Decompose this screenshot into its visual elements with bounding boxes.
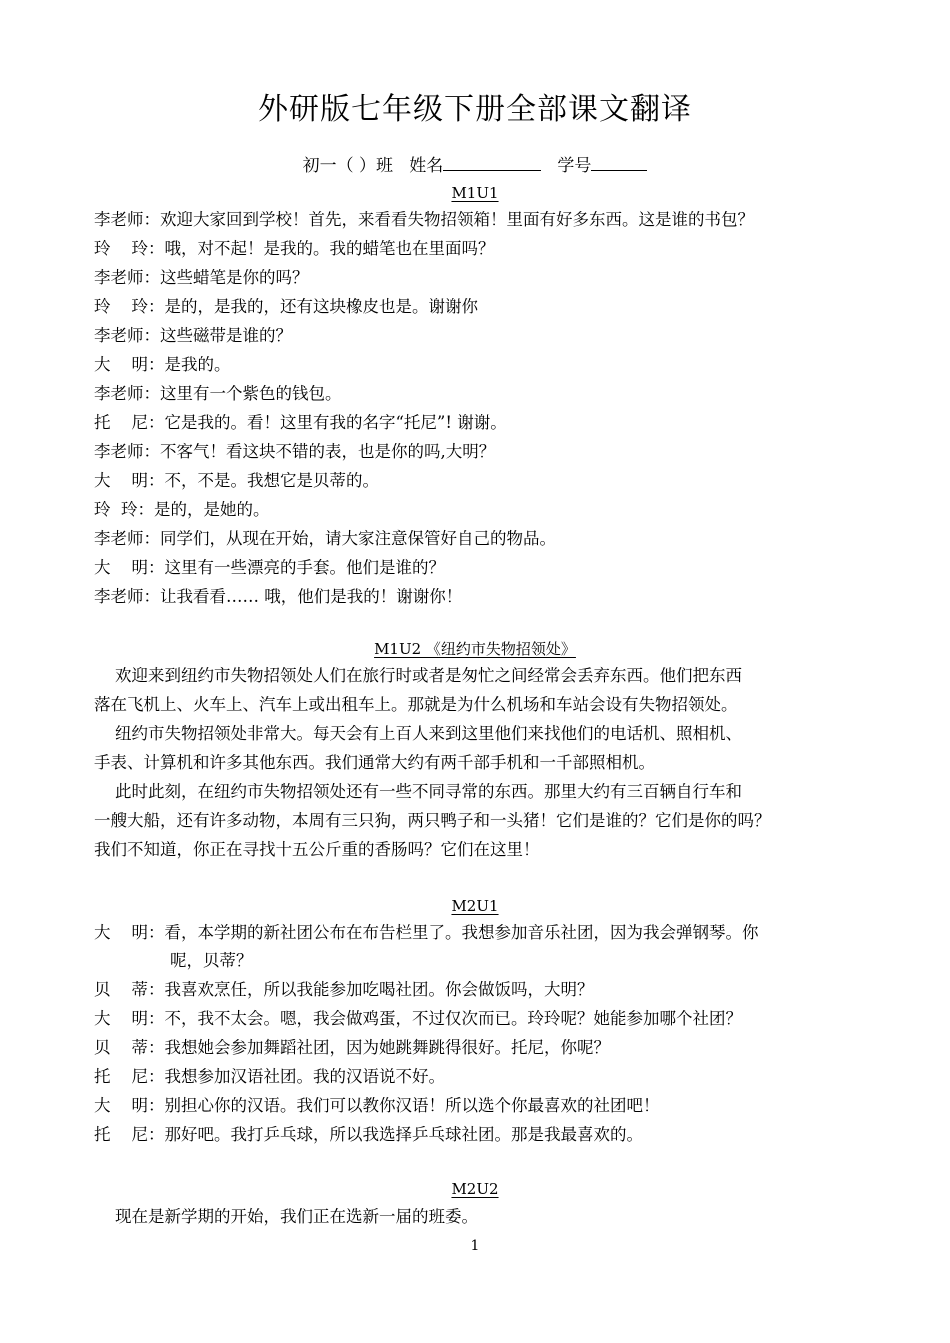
section-heading-m1u1: M1U1 (451, 184, 499, 202)
section-heading-m2u2: M2U2 (451, 1180, 499, 1198)
dialogue-text: 我喜欢烹任，所以我能参加吃喝社团。你会做饭吗，大明？ (164, 980, 594, 999)
paragraph-line: 我们不知道，你正在寻找十五公斤重的香肠吗？它们在这里！ (94, 840, 540, 859)
number-blank (591, 152, 647, 171)
dialogue-text: 不客气！看这块不错的表，也是你的吗,大明？ (160, 442, 496, 461)
dialogue-text: 看，本学期的新社团公布在布告栏里了。我想参加音乐社团，因为我会弹钢琴。你 (164, 923, 759, 942)
dialogue-line (94, 920, 864, 946)
dialogue-text: 这些磁带是谁的？ (160, 326, 292, 345)
dialogue-line (94, 1035, 864, 1061)
speaker: 玲 玲： (94, 297, 165, 316)
speaker: 大 明： (94, 1096, 165, 1115)
speaker: 李老师： (94, 210, 160, 229)
dialogue-text: 它是我的。看！这里有我的名字“托尼”! 谢谢。 (164, 413, 507, 432)
document-title: 外研版七年级下册全部课文翻译 (258, 92, 692, 127)
paragraph-line: 欢迎来到纽约市失物招领处人们在旅行时或者是匆忙之间经常会丢弃东西。他们把东西 (94, 666, 742, 685)
dialogue-line (94, 352, 864, 378)
dialogue-line (94, 584, 864, 610)
speaker: 托 尼： (94, 1067, 165, 1086)
speaker: 大 明： (94, 558, 165, 577)
section-heading-m1u2: M1U2 《纽约市失物招领处》 (374, 640, 576, 658)
name-blank (443, 152, 541, 171)
dialogue-text: 呢，贝蒂？ (170, 951, 253, 970)
dialogue-line (94, 236, 864, 262)
speaker: 托 尼： (94, 413, 165, 432)
speaker: 托 尼： (94, 1125, 165, 1144)
dialogue-text: 这些蜡笔是你的吗？ (160, 268, 309, 287)
paragraph-line: 纽约市失物招领处非常大。每天会有上百人来到这里他们来找他们的电话机、照相机、 (94, 724, 742, 743)
dialogue-line (94, 526, 864, 552)
dialogue-text: 哦，对不起！是我的。我的蜡笔也在里面吗？ (164, 239, 495, 258)
dialogue-line (94, 410, 864, 436)
dialogue-line (94, 1122, 864, 1148)
dialogue-line (94, 1064, 864, 1090)
speaker: 大 明： (94, 471, 165, 490)
speaker: 李老师： (94, 587, 160, 606)
paragraph-line: 此时此刻，在纽约市失物招领处还有一些不同寻常的东西。那里大约有三百辆自行车和 (94, 782, 742, 801)
dialogue-text: 这里有一个紫色的钱包。 (160, 384, 342, 403)
dialogue-text: 那好吧。我打乒乓球，所以我选择乒乓球社团。那是我最喜欢的。 (164, 1125, 643, 1144)
paragraph-line: 一艘大船，还有许多动物，本周有三只狗，两只鸭子和一头猪！它们是谁的？它们是你的吗？ (94, 811, 771, 830)
dialogue-line (94, 497, 864, 523)
speaker: 贝 蒂： (94, 1038, 165, 1057)
speaker: 李老师： (94, 268, 160, 287)
dialogue-line (94, 977, 864, 1003)
dialogue-text: 我想参加汉语社团。我的汉语说不好。 (164, 1067, 445, 1086)
speaker: 大 明： (94, 1009, 165, 1028)
dialogue-line (94, 1093, 864, 1119)
dialogue-line (94, 439, 864, 465)
dialogue-line (94, 323, 864, 349)
speaker: 李老师： (94, 326, 160, 345)
name-label: 姓名 (409, 156, 444, 176)
paragraph-line: 现在是新学期的开始，我们正在选新一届的班委。 (94, 1207, 478, 1226)
speaker: 玲 玲： (94, 239, 165, 258)
dialogue-text: 欢迎大家回到学校！首先，来看看失物招领箱！里面有好多东西。这是谁的书包？ (160, 210, 754, 229)
dialogue-text: 不，不是。我想它是贝蒂的。 (164, 471, 379, 490)
page-number: 1 (470, 1238, 480, 1254)
dialogue-line (94, 555, 864, 581)
dialogue-line (94, 468, 864, 494)
dialogue-text: 别担心你的汉语。我们可以教你汉语！所以选个你最喜欢的社团吧！ (164, 1096, 660, 1115)
dialogue-text: 这里有一些漂亮的手套。他们是谁的？ (164, 558, 445, 577)
speaker: 大 明： (94, 923, 165, 942)
dialogue-text: 是的，是我的，还有这块橡皮也是。谢谢你 (164, 297, 478, 316)
dialogue-line (94, 207, 864, 233)
speaker: 贝 蒂： (94, 980, 165, 999)
speaker: 李老师： (94, 442, 160, 461)
number-label: 学号 (557, 156, 592, 176)
section-heading-m2u1: M2U1 (451, 897, 499, 915)
class-label: 初一（ ）班 (302, 156, 393, 176)
paragraph-line: 落在飞机上、火车上、汽车上或出租车上。那就是为什么机场和车站会设有失物招领处。 (94, 695, 738, 714)
speaker: 玲 玲： (94, 500, 154, 519)
dialogue-line (94, 1006, 864, 1032)
dialogue-text: 让我看看…… 哦，他们是我的！谢谢你！ (160, 587, 463, 606)
dialogue-text: 是我的。 (164, 355, 231, 374)
dialogue-line (94, 294, 864, 320)
dialogue-line-continued (94, 948, 864, 974)
dialogue-text: 是的，是她的。 (154, 500, 270, 519)
dialogue-text: 同学们，从现在开始，请大家注意保管好自己的物品。 (160, 529, 556, 548)
student-info-line (0, 152, 950, 179)
speaker: 大 明： (94, 355, 165, 374)
dialogue-text: 我想她会参加舞蹈社团，因为她跳舞跳得很好。托尼，你呢？ (164, 1038, 610, 1057)
dialogue-line (94, 381, 864, 407)
paragraph-line: 手表、计算机和许多其他东西。我们通常大约有两千部手机和一千部照相机。 (94, 753, 655, 772)
speaker: 李老师： (94, 384, 160, 403)
speaker: 李老师： (94, 529, 160, 548)
dialogue-text: 不，我不太会。嗯，我会做鸡蛋，不过仅次而已。玲玲呢？她能参加哪个社团？ (164, 1009, 742, 1028)
dialogue-line (94, 265, 864, 291)
